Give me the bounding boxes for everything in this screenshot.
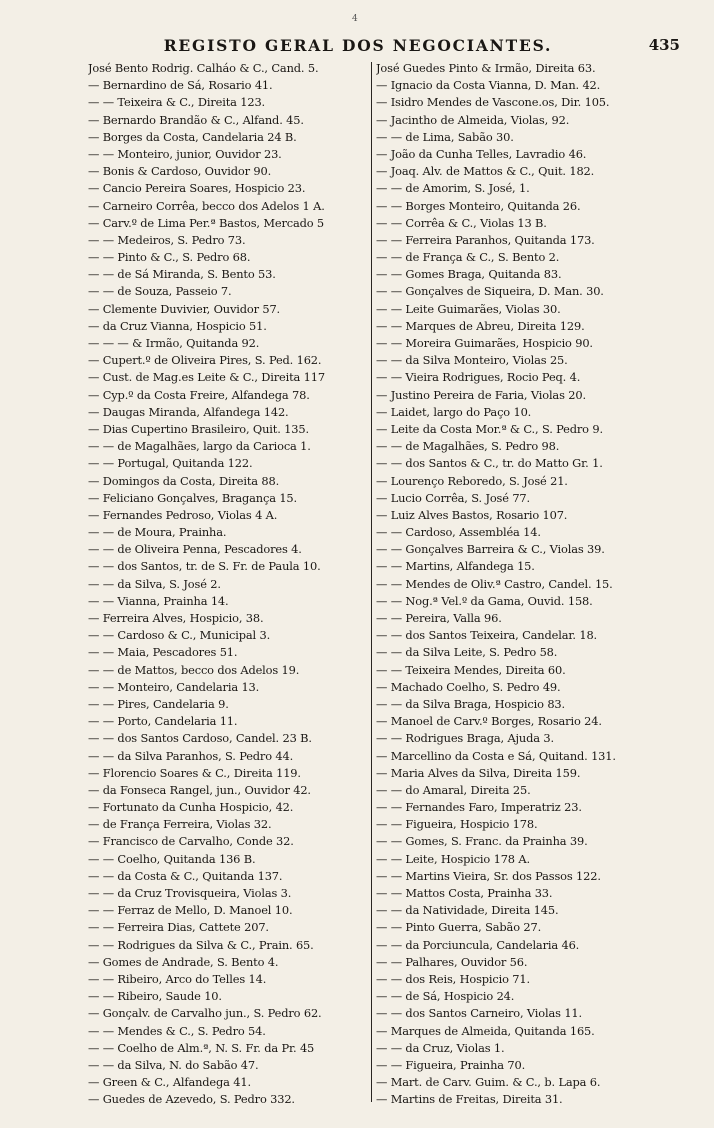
directory-entry: — — Portugal, Quitanda 122. (88, 456, 253, 471)
directory-entry: — — Moreira Guimarães, Hospicio 90. (376, 336, 593, 350)
directory-entry: — — do Amaral, Direita 25. (376, 782, 531, 797)
directory-entry: José Guedes Pinto & Irmão, Direita 63. (376, 61, 596, 75)
directory-entry: — — da Silva Paranhos, S. Pedro 44. (88, 748, 294, 763)
directory-entry: — — Ribeiro, Saude 10. (88, 989, 222, 1004)
directory-entry: — Bernardino de Sá, Rosario 41. (88, 78, 273, 93)
directory-entry: — — Rodrigues da Silva & C., Prain. 65. (88, 937, 314, 952)
directory-entry: — — Borges Monteiro, Quitanda 26. (376, 198, 581, 213)
directory-entry: — Fortunato da Cunha Hospicio, 42. (88, 800, 294, 815)
directory-entry: — — da Silva Monteiro, Violas 25. (376, 353, 568, 368)
directory-entry: — — Ferreira Paranhos, Quitanda 173. (376, 232, 595, 247)
directory-entry: — — Maia, Pescadores 51. (88, 645, 238, 660)
directory-entry: — — Monteiro, junior, Ouvidor 23. (88, 146, 282, 161)
directory-entry: — Feliciano Gonçalves, Bragança 15. (88, 490, 297, 505)
directory-entry: — Gomes de Andrade, S. Bento 4. (88, 954, 279, 969)
directory-entry: — — Pinto Guerra, Sabão 27. (376, 920, 542, 935)
directory-entry: — Marcellino da Costa e Sá, Quitand. 131. (376, 748, 616, 763)
directory-entry: — — da Natividade, Direita 145. (376, 903, 559, 918)
directory-entry: — — Cardoso, Assembléa 14. (376, 525, 541, 540)
directory-entry: — da Cruz Vianna, Hospicio 51. (88, 318, 267, 333)
directory-entry: — Ignacio da Costa Vianna, D. Man. 42. (376, 78, 601, 93)
directory-entry: — Gonçalv. de Carvalho jun., S. Pedro 62. (88, 1006, 322, 1021)
directory-entry: — Joaq. Alv. de Mattos & C., Quit. 182. (376, 164, 595, 179)
directory-entry: — Dias Cupertino Brasileiro, Quit. 135. (88, 421, 309, 436)
directory-entry: — — da Silva, S. José 2. (88, 576, 221, 591)
directory-entry: — — da Cruz, Violas 1. (376, 1040, 505, 1055)
directory-entry: — — de Souza, Passeio 7. (88, 284, 232, 299)
directory-entry: — Cust. de Mag.es Leite & C., Direita 117 (88, 370, 325, 385)
directory-entry: — Bernardo Brandão & C., Alfand. 45. (88, 112, 304, 127)
directory-entry: — — da Silva Leite, S. Pedro 58. (376, 645, 558, 660)
directory-entry: — Isidro Mendes de Vascone.os, Dir. 105. (376, 95, 610, 110)
directory-entry: — Marques de Almeida, Quitanda 165. (376, 1023, 595, 1038)
directory-entry: — — Nog.ª Vel.º da Gama, Ouvid. 158. (376, 593, 593, 608)
directory-entry: — — — & Irmão, Quitanda 92. (88, 336, 260, 350)
directory-entry: — Borges da Costa, Candelaria 24 B. (88, 129, 297, 144)
directory-entry: — Domingos da Costa, Direita 88. (88, 473, 280, 488)
directory-entry: — Daugas Miranda, Alfandega 142. (88, 404, 289, 419)
directory-entry: — Lourenço Reboredo, S. José 21. (376, 473, 568, 488)
directory-entry: — Manoel de Carv.º Borges, Rosario 24. (376, 714, 602, 729)
column-divider (371, 62, 372, 1102)
directory-entry: — — Porto, Candelaria 11. (88, 714, 238, 729)
directory-entry: — — Martins, Alfandega 15. (376, 559, 535, 574)
directory-entry: — Florencio Soares & C., Direita 119. (88, 765, 301, 780)
directory-entry: — da Fonseca Rangel, jun., Ouvidor 42. (88, 782, 311, 797)
directory-entry: — — Figueira, Hospicio 178. (376, 817, 538, 832)
directory-entry: — — Pinto & C., S. Pedro 68. (88, 250, 251, 265)
directory-entry: — — de Magalhães, largo da Carioca 1. (88, 439, 311, 454)
directory-entry: — Laidet, largo do Paço 10. (376, 404, 532, 419)
directory-entry: — — Coelho de Alm.ª, N. S. Fr. da Pr. 45 (88, 1040, 315, 1055)
corner-mark: 4 (352, 14, 358, 24)
directory-entry: — Mart. de Carv. Guim. & C., b. Lapa 6. (376, 1075, 601, 1090)
directory-entry: — — dos Santos Cardoso, Candel. 23 B. (88, 731, 312, 746)
directory-entry: — — Leite, Hospicio 178 A. (376, 851, 530, 866)
directory-entry: — Carneiro Corrêa, becco dos Adelos 1 A. (88, 198, 325, 213)
page-title: REGISTO GERAL DOS NEGOCIANTES. (163, 36, 553, 55)
directory-entry: — de França Ferreira, Violas 32. (88, 817, 272, 832)
directory-entry: — — de Oliveira Penna, Pescadores 4. (88, 542, 302, 557)
directory-entry: — — Palhares, Ouvidor 56. (376, 954, 528, 969)
directory-entry: — Carv.º de Lima Per.ª Bastos, Mercado 5 (88, 215, 325, 230)
directory-entry: — — Martins Vieira, Sr. dos Passos 122. (376, 868, 601, 883)
directory-entry: — — Gomes Braga, Quitanda 83. (376, 267, 562, 282)
directory-entry: — — Fernandes Faro, Imperatriz 23. (376, 800, 582, 815)
directory-entry: José Bento Rodrig. Calháo & C., Cand. 5. (88, 61, 319, 75)
directory-entry: — — Ferreira Dias, Cattete 207. (88, 920, 269, 935)
directory-entry: — Cyp.º da Costa Freire, Alfandega 78. (88, 387, 310, 402)
directory-entry: — — Monteiro, Candelaria 13. (88, 679, 260, 694)
directory-entry: — — Pires, Candelaria 9. (88, 696, 229, 711)
directory-entry: — — Rodrigues Braga, Ajuda 3. (376, 731, 554, 746)
directory-entry: — Martins de Freitas, Direita 31. (376, 1092, 563, 1107)
directory-entry: — Fernandes Pedroso, Violas 4 A. (88, 507, 278, 522)
directory-entry: — — Mattos Costa, Prainha 33. (376, 886, 553, 900)
directory-entry: — — dos Santos Carneiro, Violas 11. (376, 1006, 582, 1021)
directory-entry: — — de França & C., S. Bento 2. (376, 250, 560, 265)
directory-entry: — — de Moura, Prainha. (88, 525, 227, 540)
directory-entry: — Maria Alves da Silva, Direita 159. (376, 765, 581, 780)
directory-entry: — Leite da Costa Mor.ª & C., S. Pedro 9. (376, 421, 603, 436)
directory-entry: — João da Cunha Telles, Lavradio 46. (376, 146, 587, 161)
directory-entry: — — Gonçalves Barreira & C., Violas 39. (376, 542, 605, 557)
page-header (88, 36, 680, 56)
directory-entry: — — Mendes de Oliv.ª Castro, Candel. 15. (376, 576, 613, 591)
directory-entry: — — Ribeiro, Arco do Telles 14. (88, 971, 267, 986)
directory-entry: — Machado Coelho, S. Pedro 49. (376, 679, 561, 694)
directory-entry: — — Mendes & C., S. Pedro 54. (88, 1023, 266, 1038)
directory-entry: — — de Amorim, S. José, 1. (376, 181, 530, 196)
directory-entry: — Cupert.º de Oliveira Pires, S. Ped. 162. (88, 353, 322, 368)
directory-entry: — — da Silva, N. do Sabão 47. (88, 1057, 259, 1072)
directory-entry: — Lucio Corrêa, S. José 77. (376, 490, 530, 505)
directory-entry: — Francisco de Carvalho, Conde 32. (88, 834, 294, 849)
directory-entry: — — Leite Guimarães, Violas 30. (376, 301, 561, 316)
directory-entry: — — Ferraz de Mello, D. Manoel 10. (88, 903, 293, 918)
directory-entry: — Guedes de Azevedo, S. Pedro 332. (88, 1092, 295, 1107)
directory-entry: — — de Lima, Sabão 30. (376, 129, 514, 144)
directory-entry: — — Corrêa & C., Violas 13 B. (376, 215, 547, 230)
directory-entry: — — de Mattos, becco dos Adelos 19. (88, 662, 300, 677)
directory-entry: — Ferreira Alves, Hospicio, 38. (88, 611, 264, 625)
directory-entry: — — Marques de Abreu, Direita 129. (376, 318, 585, 333)
directory-entry: — — Vieira Rodrigues, Rocio Peq. 4. (376, 370, 581, 385)
directory-entry: — — da Cruz Trovisqueira, Violas 3. (88, 886, 292, 900)
directory-entry: — — de Sá Miranda, S. Bento 53. (88, 267, 276, 282)
directory-entry: — Jacintho de Almeida, Violas, 92. (376, 112, 570, 127)
left-column (88, 60, 378, 1110)
directory-entry: — — dos Santos Teixeira, Candelar. 18. (376, 628, 598, 643)
directory-entry: — — dos Santos & C., tr. do Matto Gr. 1. (376, 456, 603, 471)
directory-entry: — Justino Pereira de Faria, Violas 20. (376, 387, 586, 402)
directory-entry: — — dos Reis, Hospicio 71. (376, 971, 530, 986)
directory-entry: — Cancio Pereira Soares, Hospicio 23. (88, 181, 306, 196)
right-column (376, 60, 680, 1110)
directory-entry: — — de Sá, Hospicio 24. (376, 989, 515, 1004)
directory-entry: — — da Silva Braga, Hospicio 83. (376, 696, 565, 711)
directory-entry: — — Pereira, Valla 96. (376, 611, 502, 625)
directory-entry: — — Figueira, Prainha 70. (376, 1057, 526, 1072)
directory-entry: — — Gonçalves de Siqueira, D. Man. 30. (376, 284, 604, 299)
page-number: 435 (648, 36, 680, 54)
directory-entry: — Bonis & Cardoso, Ouvidor 90. (88, 164, 272, 179)
directory-entry: — — Teixeira Mendes, Direita 60. (376, 662, 566, 677)
directory-entry: — — da Porciuncula, Candelaria 46. (376, 937, 580, 952)
directory-entry: — — Gomes, S. Franc. da Prainha 39. (376, 834, 588, 849)
directory-entry: — — Coelho, Quitanda 136 B. (88, 851, 256, 866)
directory-entry: — — Teixeira & C., Direita 123. (88, 95, 266, 110)
directory-columns (88, 60, 680, 1110)
directory-entry: — — da Costa & C., Quitanda 137. (88, 868, 283, 883)
directory-entry: — — Vianna, Prainha 14. (88, 593, 229, 608)
directory-entry: — Green & C., Alfandega 41. (88, 1075, 251, 1090)
directory-entry: — — Cardoso & C., Municipal 3. (88, 628, 271, 643)
directory-entry: — — Medeiros, S. Pedro 73. (88, 232, 246, 247)
directory-entry: — — dos Santos, tr. de S. Fr. de Paula 10. (88, 559, 321, 574)
directory-entry: — — de Magalhães, S. Pedro 98. (376, 439, 560, 454)
directory-entry: — Clemente Duvivier, Ouvidor 57. (88, 301, 281, 316)
directory-entry: — Luiz Alves Bastos, Rosario 107. (376, 507, 568, 522)
